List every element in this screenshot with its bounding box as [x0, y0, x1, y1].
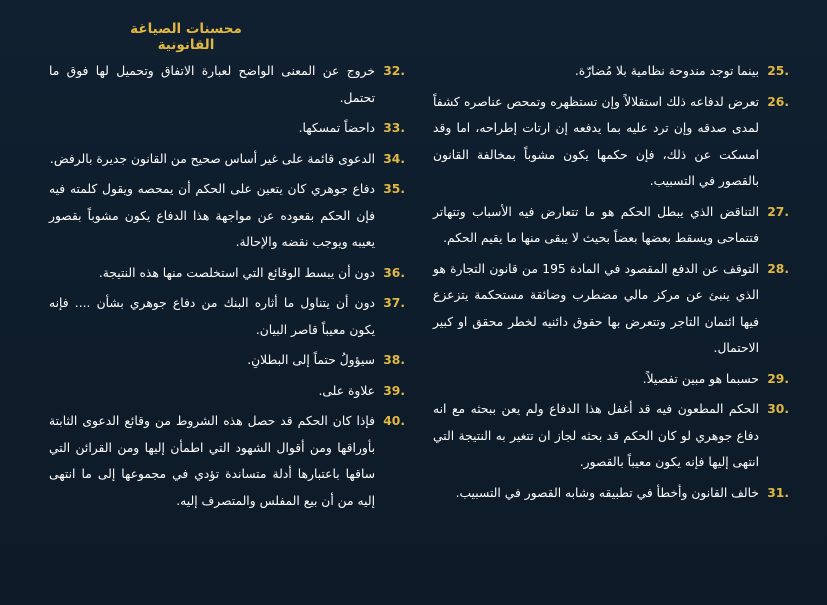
- item-number: 31.: [767, 485, 789, 500]
- item-number: 30.: [767, 402, 789, 416]
- item-text: داحضاً تمسكها.: [298, 121, 375, 135]
- list-item: [433, 199, 789, 252]
- item-number: 28.: [767, 261, 789, 276]
- item-number: 36.: [383, 265, 405, 280]
- item-text: التوقف عن الدفع المقصود في المادة 195 من قانون التجارة هو الذي ينبئ عن مركز مالي مضطرب وضائقة مستحكمة يتزعزع فيها ائتمان التاجر وتتعرض بها حقوق دائنيه لخطر محقق او كبير الاحتمال.: [433, 261, 759, 355]
- item-number: 34.: [383, 151, 405, 166]
- item-text: بينما توجد مندوحة نظامية بلا مُضارّة.: [574, 64, 759, 78]
- item-text: علاوة على.: [318, 383, 375, 398]
- page-title: محسنات الصياغة القانونية: [130, 21, 242, 53]
- list-item: [433, 89, 789, 195]
- item-text: التناقض الذي يبطل الحكم هو ما تتعارض فيه الأسباب وتتهاتر فتتماحى ويسقط بعضها بعضاً بحيث لا يبقى منها ما يقيم الحكم.: [433, 204, 759, 245]
- item-number: 35.: [383, 182, 405, 196]
- item-text: فإذا كان الحكم قد حصل هذه الشروط من وقائع الدعوى الثابتة بأوراقها ومن أقوال الشهود التي اطمأن إليها ومن القرائن التي ساقها باعتبارها أدلة متساندة تؤدي في مجموعها إلى ما انتهى إليه من أن بيع المفلس والمتصرف إليه.: [49, 414, 375, 508]
- item-number: 38.: [383, 353, 405, 367]
- list-item: [433, 256, 789, 362]
- list-item: [49, 260, 405, 287]
- item-number: 32.: [383, 64, 405, 78]
- list-item: [49, 378, 405, 405]
- item-number: 40.: [383, 414, 405, 428]
- item-number: 25.: [767, 64, 789, 78]
- item-text: دون أن يبسط الوقائع التي استخلصت منها هذه النتيجة.: [98, 265, 375, 280]
- item-text: تعرض لدفاعه ذلك استقلالاً وإن تستظهره وتمحص عناصره كشفاً لمدى صدقه وإن ترد عليه بما يدفعه إن ارتات إطراحه، اما وقد امسكت عن ذلك، فإن حكمها يكون مشوباً بمخالفة القانون بالقصور في التسبيب.: [433, 94, 759, 188]
- item-number: 37.: [383, 296, 405, 310]
- item-number: 27.: [767, 204, 789, 219]
- item-number: 39.: [383, 383, 405, 398]
- list-item: [433, 58, 789, 85]
- item-text: الدعوى قائمة على غير أساس صحيح من القانون جديرة بالرفض.: [49, 151, 375, 166]
- list-item: [49, 146, 405, 173]
- right-column: [433, 58, 789, 510]
- item-text: خالف القانون وأخطأ في تطبيقه وشابه القصور في التسبيب.: [455, 485, 759, 500]
- item-text: حسبما هو مبين تفصيلاً.: [642, 371, 759, 386]
- left-column: [49, 58, 405, 518]
- list-item: [49, 115, 405, 142]
- item-text: الحكم المطعون فيه قد أغفل هذا الدفاع ولم يعن ببحثه مع انه دفاع جوهري لو كان الحكم قد بحثه لجاز ان تتغير به النتيجة التي انتهى إليها فإنه يكون معيباً بالقصور.: [433, 402, 759, 469]
- item-number: 33.: [383, 121, 405, 135]
- list-item: [49, 58, 405, 111]
- list-item: [49, 408, 405, 514]
- item-number: 29.: [767, 371, 789, 386]
- item-text: سيؤولُ حتماً إلى البطلانِ.: [247, 353, 375, 367]
- list-item: [49, 290, 405, 343]
- list-item: [49, 347, 405, 374]
- list-item: [49, 176, 405, 256]
- item-number: 26.: [767, 94, 789, 109]
- list-item: [433, 480, 789, 507]
- item-text: خروج عن المعنى الواضح لعبارة الاتفاق وتحميل لها فوق ما تحتمل.: [49, 64, 375, 105]
- list-item: [433, 396, 789, 476]
- list-item: [433, 366, 789, 393]
- item-text: دفاع جوهري كان يتعين على الحكم أن يمحصه ويقول كلمته فيه فإن الحكم بقعوده عن مواجهة هذا الدفاع يكون مشوباً بقصور يعيبه ويوجب نقضه والإحالة.: [49, 182, 375, 249]
- item-text: دون أن يتناول ما أثاره البنك من دفاع جوهري بشأن .... فإنه يكون معيباً قاصر البيان.: [49, 296, 375, 337]
